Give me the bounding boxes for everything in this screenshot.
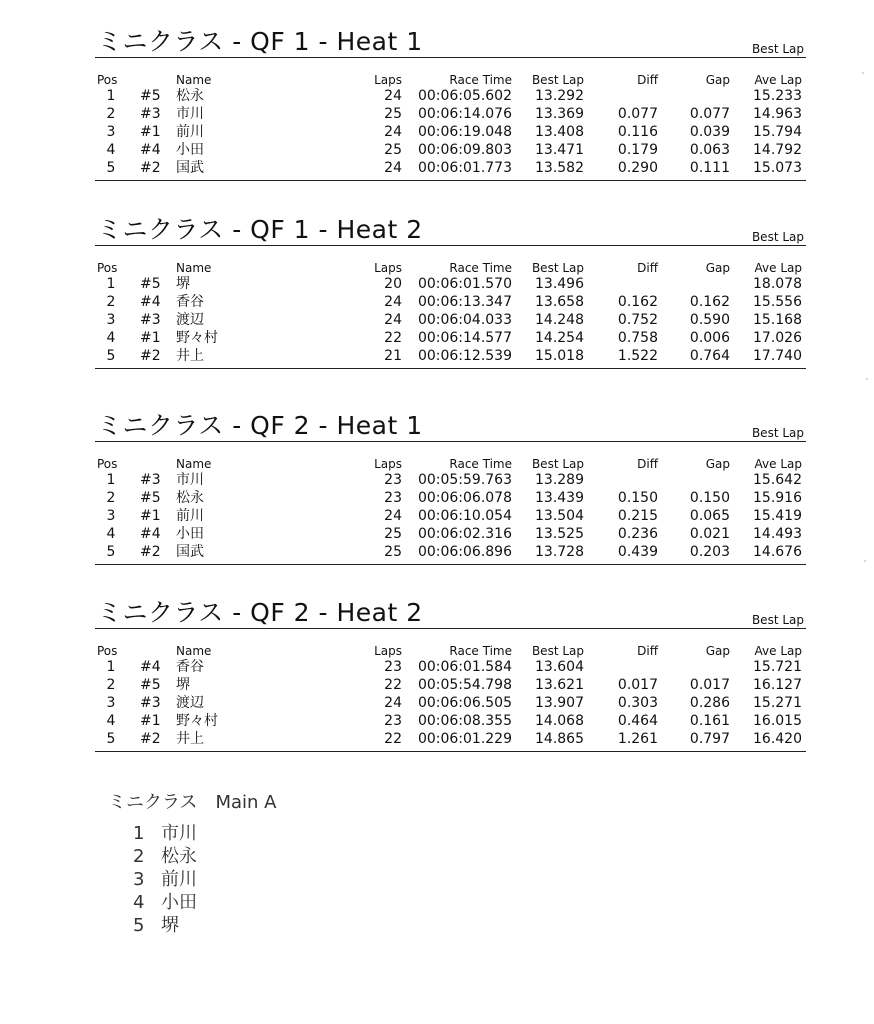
pos-cell: 4 — [106, 526, 116, 542]
ave-lap-cell: 16.015 — [753, 713, 802, 729]
ave-lap-cell: 14.676 — [753, 544, 802, 560]
table-bottom-rule — [95, 180, 806, 181]
table-row — [0, 694, 874, 712]
laps-cell: 25 — [384, 526, 402, 542]
pos-cell: 1 — [106, 659, 116, 675]
ave-lap-cell: 17.740 — [753, 348, 802, 364]
car-number-cell: #5 — [140, 490, 161, 506]
race-time-cell: 00:06:01.584 — [417, 659, 512, 675]
table-row — [0, 676, 874, 694]
car-number-cell: #5 — [140, 677, 161, 693]
laps-cell: 23 — [384, 659, 402, 675]
diff-cell: 0.758 — [617, 330, 658, 346]
table-row — [0, 159, 874, 177]
race-time-cell: 00:06:01.229 — [417, 731, 512, 747]
table-row — [0, 543, 874, 561]
race-time-cell: 00:05:59.763 — [417, 472, 512, 488]
driver-name-cell: 堺 — [176, 276, 190, 292]
race-time-cell: 00:05:54.798 — [417, 677, 512, 693]
column-header-best-lap: Best Lap — [531, 73, 584, 87]
column-header-best-lap: Best Lap — [531, 261, 584, 275]
ave-lap-cell: 15.916 — [753, 490, 802, 506]
gap-cell: 0.017 — [689, 677, 730, 693]
car-number-cell: #5 — [140, 276, 161, 292]
laps-cell: 25 — [384, 544, 402, 560]
column-header-diff: Diff — [637, 261, 658, 275]
table-row — [0, 329, 874, 347]
main-a-entry-name: 前川 — [161, 869, 197, 890]
race-time-cell: 00:06:10.054 — [417, 508, 512, 524]
gap-cell: 0.162 — [689, 294, 730, 310]
pos-cell: 3 — [106, 124, 116, 140]
gap-cell: 0.764 — [689, 348, 730, 364]
main-a-title — [108, 788, 408, 814]
column-header-laps: Laps — [374, 73, 402, 87]
gap-cell: 0.590 — [689, 312, 730, 328]
diff-cell: 0.179 — [617, 142, 658, 158]
main-a-label: Main A — [215, 792, 277, 813]
main-a-entry-pos: 5 — [133, 915, 145, 936]
diff-cell: 0.116 — [617, 124, 658, 140]
driver-name-cell: 小田 — [176, 142, 204, 158]
column-header-race-time: Race Time — [449, 644, 512, 658]
race-time-cell: 00:06:06.078 — [417, 490, 512, 506]
column-header-name: Name — [176, 644, 212, 658]
ave-lap-cell: 15.168 — [753, 312, 802, 328]
gap-cell: 0.039 — [689, 124, 730, 140]
laps-cell: 22 — [384, 677, 402, 693]
race-time-cell: 00:06:12.539 — [417, 348, 512, 364]
race-time-cell: 00:06:14.076 — [417, 106, 512, 122]
best-lap-cell: 14.865 — [535, 731, 584, 747]
diff-cell: 0.464 — [617, 713, 658, 729]
diff-cell: 0.236 — [617, 526, 658, 542]
pos-cell: 3 — [106, 695, 116, 711]
column-header-race-time: Race Time — [449, 261, 512, 275]
ave-lap-cell: 15.721 — [753, 659, 802, 675]
driver-name-cell: 前川 — [176, 508, 204, 524]
gap-cell: 0.006 — [689, 330, 730, 346]
gap-cell: 0.286 — [689, 695, 730, 711]
laps-cell: 25 — [384, 142, 402, 158]
laps-cell: 24 — [384, 312, 402, 328]
driver-name-cell: 香谷 — [176, 294, 204, 310]
gap-cell: 0.077 — [689, 106, 730, 122]
race-time-cell: 00:06:14.577 — [417, 330, 512, 346]
race-time-cell: 00:06:19.048 — [417, 124, 512, 140]
best-lap-cell: 13.504 — [535, 508, 584, 524]
driver-name-cell: 渡辺 — [176, 312, 204, 328]
race-time-cell: 00:06:06.896 — [417, 544, 512, 560]
driver-name-cell: 市川 — [176, 106, 204, 122]
best-lap-cell: 13.439 — [535, 490, 584, 506]
main-a-entry-name: 松永 — [161, 846, 197, 867]
table-row — [0, 507, 874, 525]
column-header-diff: Diff — [637, 457, 658, 471]
column-header-gap: Gap — [705, 261, 730, 275]
laps-cell: 23 — [384, 472, 402, 488]
main-a-entry-name: 市川 — [161, 823, 197, 844]
gap-cell: 0.111 — [689, 160, 730, 176]
car-number-cell: #3 — [140, 695, 161, 711]
car-number-cell: #2 — [140, 348, 161, 364]
scan-speck — [866, 378, 868, 380]
main-a-list — [108, 822, 408, 937]
best-lap-cell: 13.658 — [535, 294, 584, 310]
driver-name-cell: 松永 — [176, 88, 204, 104]
gap-cell: 0.150 — [689, 490, 730, 506]
best-lap-caption: Best Lap — [751, 426, 804, 440]
column-header-gap: Gap — [705, 457, 730, 471]
table-bottom-rule — [95, 368, 806, 369]
car-number-cell: #4 — [140, 659, 161, 675]
best-lap-cell: 14.068 — [535, 713, 584, 729]
ave-lap-cell: 15.271 — [753, 695, 802, 711]
driver-name-cell: 野々村 — [176, 330, 218, 346]
column-header-pos: Pos — [97, 261, 118, 275]
table-row — [0, 275, 874, 293]
race-time-cell: 00:06:06.505 — [417, 695, 512, 711]
table-row — [0, 730, 874, 748]
gap-cell: 0.797 — [689, 731, 730, 747]
race-time-cell: 00:06:08.355 — [417, 713, 512, 729]
laps-cell: 24 — [384, 160, 402, 176]
main-a-entry — [133, 845, 408, 868]
laps-cell: 23 — [384, 490, 402, 506]
table-row — [0, 123, 874, 141]
column-header-name: Name — [176, 73, 212, 87]
best-lap-cell: 13.582 — [535, 160, 584, 176]
best-lap-cell: 13.369 — [535, 106, 584, 122]
best-lap-cell: 15.018 — [535, 348, 584, 364]
best-lap-cell: 13.496 — [535, 276, 584, 292]
column-header-best-lap: Best Lap — [531, 644, 584, 658]
car-number-cell: #1 — [140, 508, 161, 524]
ave-lap-cell: 16.420 — [753, 731, 802, 747]
column-header-ave-lap: Ave Lap — [754, 644, 802, 658]
laps-cell: 25 — [384, 106, 402, 122]
pos-cell: 5 — [106, 160, 116, 176]
gap-cell: 0.203 — [689, 544, 730, 560]
ave-lap-cell: 18.078 — [753, 276, 802, 292]
diff-cell: 0.215 — [617, 508, 658, 524]
diff-cell: 1.261 — [617, 731, 658, 747]
table-row — [0, 658, 874, 676]
car-number-cell: #4 — [140, 526, 161, 542]
table-row — [0, 525, 874, 543]
diff-cell: 0.752 — [617, 312, 658, 328]
main-a-entry — [133, 891, 408, 914]
driver-name-cell: 松永 — [176, 490, 204, 506]
best-lap-cell: 13.728 — [535, 544, 584, 560]
gap-cell: 0.161 — [689, 713, 730, 729]
heat-section — [0, 22, 874, 192]
car-number-cell: #5 — [140, 88, 161, 104]
heat-section — [0, 593, 874, 763]
main-a-entry — [133, 868, 408, 891]
ave-lap-cell: 14.493 — [753, 526, 802, 542]
column-header-laps: Laps — [374, 261, 402, 275]
driver-name-cell: 国武 — [176, 160, 204, 176]
diff-cell: 0.150 — [617, 490, 658, 506]
title-rule — [95, 628, 806, 629]
column-header-ave-lap: Ave Lap — [754, 261, 802, 275]
table-row — [0, 712, 874, 730]
driver-name-cell: 香谷 — [176, 659, 204, 675]
table-row — [0, 347, 874, 365]
car-number-cell: #2 — [140, 731, 161, 747]
best-lap-cell: 13.621 — [535, 677, 584, 693]
best-lap-cell: 13.471 — [535, 142, 584, 158]
best-lap-cell: 14.254 — [535, 330, 584, 346]
ave-lap-cell: 15.556 — [753, 294, 802, 310]
driver-name-cell: 野々村 — [176, 713, 218, 729]
table-row — [0, 293, 874, 311]
main-a-entry-name: 小田 — [161, 892, 197, 913]
race-time-cell: 00:06:04.033 — [417, 312, 512, 328]
laps-cell: 24 — [384, 695, 402, 711]
laps-cell: 20 — [384, 276, 402, 292]
column-header-ave-lap: Ave Lap — [754, 73, 802, 87]
best-lap-cell: 13.907 — [535, 695, 584, 711]
table-row — [0, 105, 874, 123]
driver-name-cell: 市川 — [176, 472, 204, 488]
column-header-laps: Laps — [374, 457, 402, 471]
car-number-cell: #1 — [140, 124, 161, 140]
heat-section — [0, 406, 874, 576]
column-header-diff: Diff — [637, 73, 658, 87]
car-number-cell: #2 — [140, 544, 161, 560]
pos-cell: 1 — [106, 88, 116, 104]
best-lap-cell: 13.604 — [535, 659, 584, 675]
diff-cell: 1.522 — [617, 348, 658, 364]
main-a-entry — [133, 914, 408, 937]
main-a-entry-name: 堺 — [161, 915, 179, 936]
pos-cell: 3 — [106, 312, 116, 328]
heat-section — [0, 210, 874, 380]
table-row — [0, 489, 874, 507]
column-header-diff: Diff — [637, 644, 658, 658]
best-lap-caption: Best Lap — [751, 613, 804, 627]
column-header-gap: Gap — [705, 644, 730, 658]
pos-cell: 2 — [106, 677, 116, 693]
car-number-cell: #3 — [140, 472, 161, 488]
pos-cell: 1 — [106, 276, 116, 292]
race-time-cell: 00:06:02.316 — [417, 526, 512, 542]
ave-lap-cell: 15.233 — [753, 88, 802, 104]
car-number-cell: #4 — [140, 142, 161, 158]
pos-cell: 1 — [106, 472, 116, 488]
column-header-ave-lap: Ave Lap — [754, 457, 802, 471]
main-a-class-name: ミニクラス — [108, 792, 198, 813]
best-lap-cell: 14.248 — [535, 312, 584, 328]
ave-lap-cell: 15.794 — [753, 124, 802, 140]
laps-cell: 24 — [384, 508, 402, 524]
best-lap-cell: 13.408 — [535, 124, 584, 140]
best-lap-cell: 13.525 — [535, 526, 584, 542]
driver-name-cell: 堺 — [176, 677, 190, 693]
diff-cell: 0.439 — [617, 544, 658, 560]
pos-cell: 5 — [106, 544, 116, 560]
main-a-entry-pos: 2 — [133, 846, 145, 867]
laps-cell: 24 — [384, 88, 402, 104]
column-header-gap: Gap — [705, 73, 730, 87]
pos-cell: 4 — [106, 713, 116, 729]
table-row — [0, 471, 874, 489]
gap-cell: 0.063 — [689, 142, 730, 158]
laps-cell: 21 — [384, 348, 402, 364]
column-header-race-time: Race Time — [449, 457, 512, 471]
car-number-cell: #3 — [140, 312, 161, 328]
scan-speck — [862, 72, 864, 74]
column-header-pos: Pos — [97, 457, 118, 471]
pos-cell: 5 — [106, 348, 116, 364]
title-rule — [95, 441, 806, 442]
ave-lap-cell: 16.127 — [753, 677, 802, 693]
best-lap-cell: 13.289 — [535, 472, 584, 488]
column-header-best-lap: Best Lap — [531, 457, 584, 471]
scan-speck — [864, 560, 866, 562]
best-lap-cell: 13.292 — [535, 88, 584, 104]
race-time-cell: 00:06:01.570 — [417, 276, 512, 292]
driver-name-cell: 小田 — [176, 526, 204, 542]
car-number-cell: #2 — [140, 160, 161, 176]
table-row — [0, 87, 874, 105]
driver-name-cell: 前川 — [176, 124, 204, 140]
heat-title: ミニクラス - QF 2 - Heat 2 — [97, 598, 423, 627]
heat-title: ミニクラス - QF 1 - Heat 1 — [97, 27, 423, 56]
car-number-cell: #1 — [140, 330, 161, 346]
car-number-cell: #4 — [140, 294, 161, 310]
main-a-entry — [133, 822, 408, 845]
title-rule — [95, 57, 806, 58]
driver-name-cell: 井上 — [176, 731, 204, 747]
ave-lap-cell: 14.792 — [753, 142, 802, 158]
column-header-pos: Pos — [97, 73, 118, 87]
column-header-race-time: Race Time — [449, 73, 512, 87]
pos-cell: 5 — [106, 731, 116, 747]
best-lap-caption: Best Lap — [751, 230, 804, 244]
laps-cell: 23 — [384, 713, 402, 729]
ave-lap-cell: 15.073 — [753, 160, 802, 176]
laps-cell: 22 — [384, 731, 402, 747]
heat-title: ミニクラス - QF 1 - Heat 2 — [97, 215, 423, 244]
column-header-pos: Pos — [97, 644, 118, 658]
pos-cell: 4 — [106, 330, 116, 346]
diff-cell: 0.303 — [617, 695, 658, 711]
main-a-entry-pos: 3 — [133, 869, 145, 890]
pos-cell: 3 — [106, 508, 116, 524]
race-time-cell: 00:06:09.803 — [417, 142, 512, 158]
race-time-cell: 00:06:05.602 — [417, 88, 512, 104]
pos-cell: 2 — [106, 490, 116, 506]
table-bottom-rule — [95, 564, 806, 565]
heat-title: ミニクラス - QF 2 - Heat 1 — [97, 411, 423, 440]
main-a-lineup — [108, 788, 408, 937]
driver-name-cell: 国武 — [176, 544, 204, 560]
ave-lap-cell: 17.026 — [753, 330, 802, 346]
race-time-cell: 00:06:01.773 — [417, 160, 512, 176]
table-row — [0, 311, 874, 329]
main-a-entry-pos: 4 — [133, 892, 145, 913]
title-rule — [95, 245, 806, 246]
laps-cell: 22 — [384, 330, 402, 346]
column-header-name: Name — [176, 261, 212, 275]
best-lap-caption: Best Lap — [751, 42, 804, 56]
ave-lap-cell: 15.642 — [753, 472, 802, 488]
pos-cell: 2 — [106, 106, 116, 122]
race-time-cell: 00:06:13.347 — [417, 294, 512, 310]
diff-cell: 0.290 — [617, 160, 658, 176]
driver-name-cell: 井上 — [176, 348, 204, 364]
pos-cell: 2 — [106, 294, 116, 310]
laps-cell: 24 — [384, 294, 402, 310]
car-number-cell: #3 — [140, 106, 161, 122]
column-header-laps: Laps — [374, 644, 402, 658]
column-header-name: Name — [176, 457, 212, 471]
pos-cell: 4 — [106, 142, 116, 158]
driver-name-cell: 渡辺 — [176, 695, 204, 711]
gap-cell: 0.065 — [689, 508, 730, 524]
diff-cell: 0.017 — [617, 677, 658, 693]
gap-cell: 0.021 — [689, 526, 730, 542]
diff-cell: 0.162 — [617, 294, 658, 310]
diff-cell: 0.077 — [617, 106, 658, 122]
laps-cell: 24 — [384, 124, 402, 140]
table-row — [0, 141, 874, 159]
ave-lap-cell: 15.419 — [753, 508, 802, 524]
table-bottom-rule — [95, 751, 806, 752]
main-a-entry-pos: 1 — [133, 823, 145, 844]
car-number-cell: #1 — [140, 713, 161, 729]
ave-lap-cell: 14.963 — [753, 106, 802, 122]
